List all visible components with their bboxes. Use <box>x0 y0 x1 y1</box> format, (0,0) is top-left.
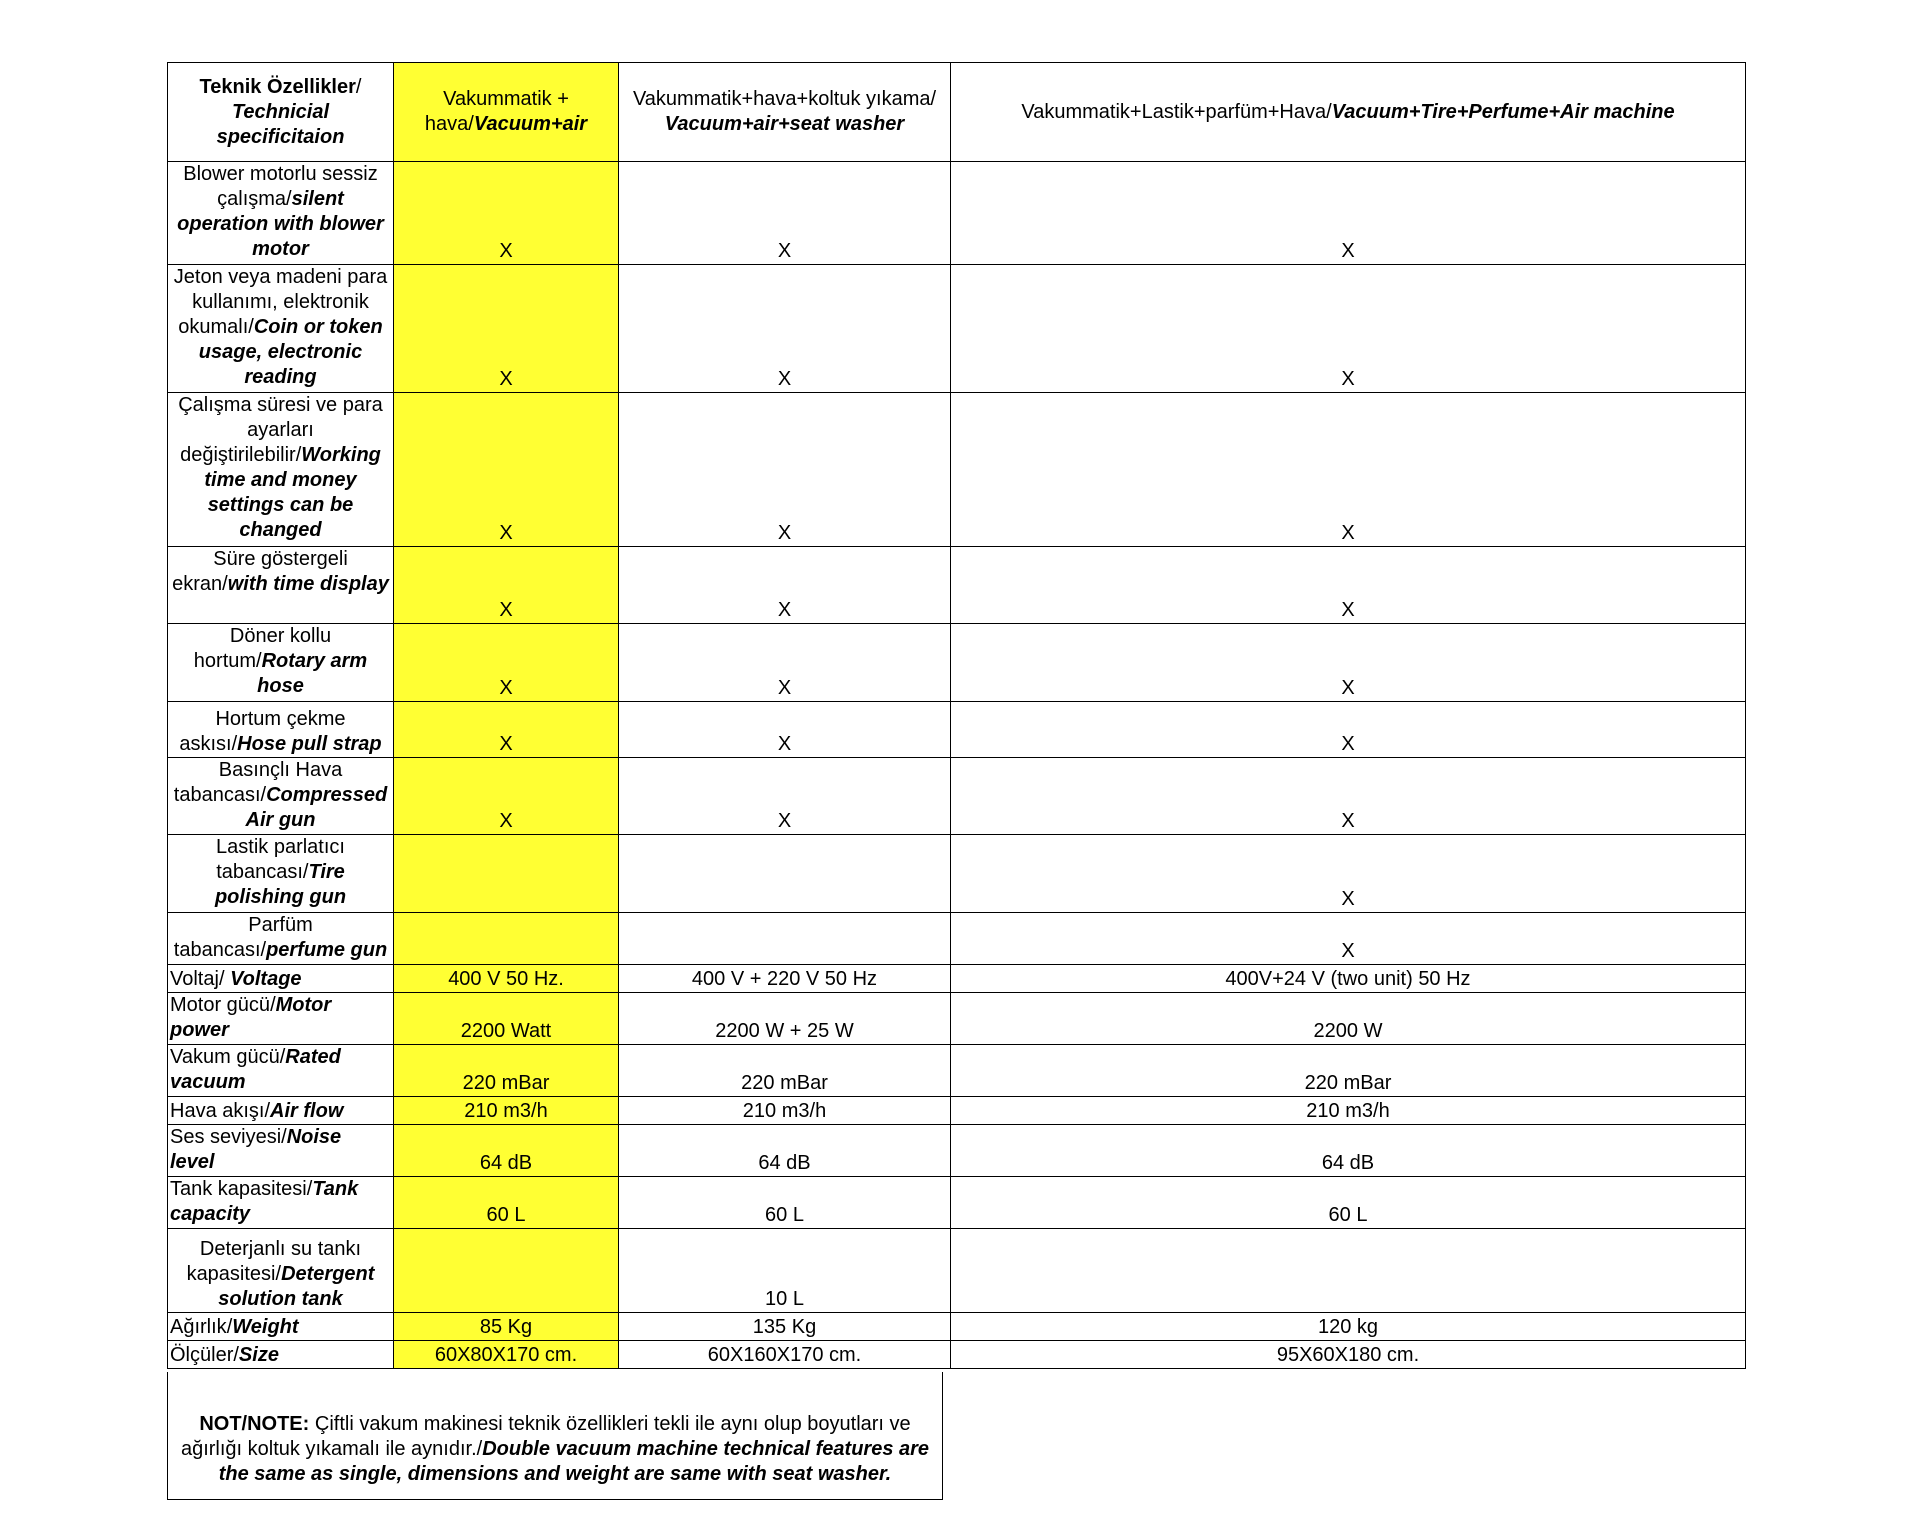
value-vacuum-air <box>394 1229 619 1313</box>
table-row <box>168 965 1746 993</box>
value-seat-washer: X <box>619 265 951 393</box>
header-tire-perfume: Vakummatik+Lastik+parfüm+Hava/Vacuum+Tire+Perfume+Air machine <box>951 63 1746 162</box>
value-tire-perfume <box>951 1229 1746 1313</box>
table-row <box>168 624 1746 702</box>
table-row <box>168 265 1746 393</box>
spec-label: Ölçüler/Size <box>168 1341 394 1369</box>
value-tire-perfume: 120 kg <box>951 1313 1746 1341</box>
value-seat-washer: X <box>619 624 951 702</box>
spec-label: Parfüm tabancası/perfume gun <box>168 913 394 965</box>
note-box <box>167 1372 943 1500</box>
value-vacuum-air: 64 dB <box>394 1125 619 1177</box>
table-row <box>168 1313 1746 1341</box>
spec-label: Ses seviyesi/Noise level <box>168 1125 394 1177</box>
value-vacuum-air: 60 L <box>394 1177 619 1229</box>
value-seat-washer: 64 dB <box>619 1125 951 1177</box>
value-tire-perfume: 2200 W <box>951 993 1746 1045</box>
value-seat-washer: 60 L <box>619 1177 951 1229</box>
value-seat-washer: 10 L <box>619 1229 951 1313</box>
value-vacuum-air: X <box>394 393 619 547</box>
value-vacuum-air: X <box>394 624 619 702</box>
value-tire-perfume: X <box>951 702 1746 758</box>
spec-label: Vakum gücü/Rated vacuum <box>168 1045 394 1097</box>
value-tire-perfume: X <box>951 265 1746 393</box>
value-tire-perfume: X <box>951 835 1746 913</box>
value-vacuum-air: 2200 Watt <box>394 993 619 1045</box>
value-tire-perfume: X <box>951 758 1746 835</box>
value-seat-washer <box>619 913 951 965</box>
value-tire-perfume: 210 m3/h <box>951 1097 1746 1125</box>
spec-label: Voltaj/ Voltage <box>168 965 394 993</box>
value-vacuum-air: X <box>394 162 619 265</box>
spec-label: Hava akışı/Air flow <box>168 1097 394 1125</box>
table-row <box>168 547 1746 624</box>
spec-label: Döner kollu hortum/Rotary arm hose <box>168 624 394 702</box>
value-tire-perfume: X <box>951 913 1746 965</box>
spec-label: Jeton veya madeni para kullanımı, elektronik okumalı/Coin or token usage, electronic reading <box>168 265 394 393</box>
value-vacuum-air: 400 V 50 Hz. <box>394 965 619 993</box>
table-row <box>168 393 1746 547</box>
spec-table <box>167 62 1746 1369</box>
table-row <box>168 1125 1746 1177</box>
header-row <box>168 63 1746 162</box>
spec-sheet <box>167 62 1746 1369</box>
header-seat-washer: Vakummatik+hava+koltuk yıkama/ Vacuum+air+seat washer <box>619 63 951 162</box>
note-turkish: Çiftli vakum makinesi teknik özellikleri tekli ile aynı olup boyutları ve ağırlığı koltuk yıkamalı ile aynıdır. <box>180 1413 911 1460</box>
spec-label: Blower motorlu sessiz çalışma/silent operation with blower motor <box>168 162 394 265</box>
value-tire-perfume: 220 mBar <box>951 1045 1746 1097</box>
value-vacuum-air <box>394 913 619 965</box>
spec-label: Hortum çekme askısı/Hose pull strap <box>168 702 394 758</box>
spec-label: Basınçlı Hava tabancası/Compressed Air gun <box>168 758 394 835</box>
value-seat-washer: 400 V + 220 V 50 Hz <box>619 965 951 993</box>
value-seat-washer: 135 Kg <box>619 1313 951 1341</box>
note-english: Double vacuum machine technical features are the same as single, dimensions and weight are same with seat washer. <box>218 1438 930 1485</box>
value-tire-perfume: 400V+24 V (two unit) 50 Hz <box>951 965 1746 993</box>
note-lead: NOT/NOTE: <box>199 1413 310 1435</box>
value-tire-perfume: X <box>951 624 1746 702</box>
value-seat-washer: X <box>619 547 951 624</box>
value-vacuum-air: X <box>394 758 619 835</box>
value-vacuum-air: X <box>394 265 619 393</box>
table-row <box>168 1097 1746 1125</box>
table-row <box>168 1045 1746 1097</box>
spec-label: Lastik parlatıcı tabancası/Tire polishing gun <box>168 835 394 913</box>
table-row <box>168 913 1746 965</box>
table-row <box>168 702 1746 758</box>
table-row <box>168 162 1746 265</box>
table-row <box>168 1341 1746 1369</box>
value-vacuum-air: X <box>394 702 619 758</box>
value-seat-washer <box>619 835 951 913</box>
value-vacuum-air <box>394 835 619 913</box>
value-vacuum-air: 60X80X170 cm. <box>394 1341 619 1369</box>
value-seat-washer: X <box>619 393 951 547</box>
value-tire-perfume: 95X60X180 cm. <box>951 1341 1746 1369</box>
header-vacuum-air: Vakummatik + hava/Vacuum+air <box>394 63 619 162</box>
value-seat-washer: X <box>619 758 951 835</box>
value-seat-washer: X <box>619 162 951 265</box>
spec-label: Çalışma süresi ve para ayarları değiştirilebilir/Working time and money settings can be changed <box>168 393 394 547</box>
header-spec: Teknik Özellikler/ Technicial specificitaion <box>168 63 394 162</box>
value-seat-washer: 220 mBar <box>619 1045 951 1097</box>
value-tire-perfume: X <box>951 162 1746 265</box>
value-seat-washer: 2200 W + 25 W <box>619 993 951 1045</box>
table-row <box>168 835 1746 913</box>
value-vacuum-air: 85 Kg <box>394 1313 619 1341</box>
value-seat-washer: 210 m3/h <box>619 1097 951 1125</box>
value-tire-perfume: 60 L <box>951 1177 1746 1229</box>
spec-label: Süre göstergeli ekran/with time display <box>168 547 394 624</box>
table-row <box>168 1177 1746 1229</box>
value-seat-washer: 60X160X170 cm. <box>619 1341 951 1369</box>
spec-label: Motor gücü/Motor power <box>168 993 394 1045</box>
table-row <box>168 758 1746 835</box>
table-row <box>168 1229 1746 1313</box>
value-tire-perfume: X <box>951 393 1746 547</box>
value-tire-perfume: X <box>951 547 1746 624</box>
table-row <box>168 993 1746 1045</box>
value-vacuum-air: 210 m3/h <box>394 1097 619 1125</box>
spec-label: Deterjanlı su tankı kapasitesi/Detergent solution tank <box>168 1229 394 1313</box>
value-tire-perfume: 64 dB <box>951 1125 1746 1177</box>
value-vacuum-air: 220 mBar <box>394 1045 619 1097</box>
note-text: NOT/NOTE: Çiftli vakum makinesi teknik özellikleri tekli ile aynı olup boyutları ve ağırlığı koltuk yıkamalı ile aynıdır./Double vacuum machine technical features are the same as single, dimensions and weight are same with seat washer. <box>180 1413 930 1485</box>
spec-label: Tank kapasitesi/Tank capacity <box>168 1177 394 1229</box>
value-seat-washer: X <box>619 702 951 758</box>
value-vacuum-air: X <box>394 547 619 624</box>
spec-label: Ağırlık/Weight <box>168 1313 394 1341</box>
